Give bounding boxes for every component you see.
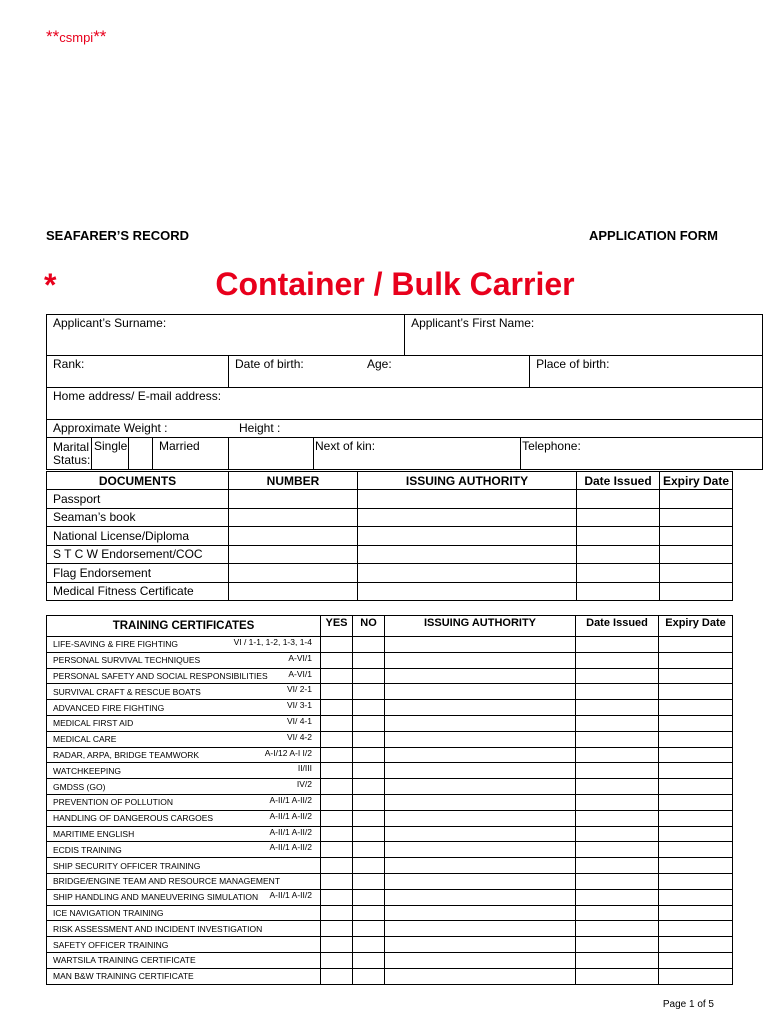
authority-cell[interactable]	[358, 545, 577, 564]
authority-cell[interactable]	[385, 968, 576, 984]
document-row	[47, 490, 733, 509]
stcw-code: A-II/1 A-II/2	[269, 826, 312, 837]
document-label: National License/Diploma	[47, 527, 229, 546]
date-issued-cell[interactable]	[576, 684, 659, 700]
stcw-code: II/III	[297, 763, 312, 774]
certificate-name: ICE NAVIGATION TRAINING	[53, 907, 164, 918]
seafarers-record-heading: SEAFARER’S RECORD	[46, 228, 190, 243]
date-issued-cell[interactable]	[577, 527, 660, 546]
expiry-cell[interactable]	[659, 747, 733, 763]
yes-cell[interactable]	[321, 952, 353, 968]
yes-cell[interactable]	[321, 937, 353, 953]
no-cell[interactable]	[353, 731, 385, 747]
certificate-row	[47, 858, 733, 874]
certificate-cell	[47, 684, 321, 700]
stcw-code: IV/2	[296, 779, 312, 790]
single-checkbox[interactable]	[129, 438, 153, 470]
expiry-cell[interactable]	[659, 794, 733, 810]
expiry-cell[interactable]	[660, 490, 733, 509]
certificate-cell	[47, 700, 321, 716]
documents-table	[46, 471, 733, 601]
certificate-row	[47, 637, 733, 653]
authority-cell[interactable]	[385, 684, 576, 700]
expiry-cell[interactable]	[660, 545, 733, 564]
certificate-name: SURVIVAL CRAFT & RESCUE BOATS	[53, 686, 201, 697]
certificate-cell	[47, 842, 321, 858]
date-issued-cell[interactable]	[577, 564, 660, 583]
document-label: Medical Fitness Certificate	[47, 582, 229, 601]
no-cell[interactable]	[353, 700, 385, 716]
single-label: Single	[92, 438, 129, 470]
expiry-cell[interactable]	[659, 968, 733, 984]
certificate-name: ECDIS TRAINING	[53, 844, 122, 855]
authority-cell[interactable]	[385, 700, 576, 716]
stcw-code: A-VI/1	[288, 668, 312, 679]
number-header: NUMBER	[229, 472, 358, 490]
certificate-cell	[47, 810, 321, 826]
certificate-row	[47, 937, 733, 953]
authority-cell[interactable]	[385, 715, 576, 731]
certificate-name: GMDSS (GO)	[53, 781, 106, 792]
yes-cell[interactable]	[321, 763, 353, 779]
yes-cell[interactable]	[321, 715, 353, 731]
certificate-name: MEDICAL FIRST AID	[53, 718, 134, 729]
authority-cell[interactable]	[358, 490, 577, 509]
date-issued-cell[interactable]	[576, 952, 659, 968]
certificate-cell	[47, 952, 321, 968]
document-row	[47, 564, 733, 583]
date-issued-cell[interactable]	[576, 700, 659, 716]
rank-field[interactable]: Rank:	[47, 356, 229, 388]
authority-cell[interactable]	[385, 731, 576, 747]
document-row	[47, 508, 733, 527]
certificate-cell	[47, 889, 321, 905]
certificate-name: PERSONAL SAFETY AND SOCIAL RESPONSIBILITIES	[53, 670, 268, 681]
stcw-code: A-II/1 A-II/2	[269, 810, 312, 821]
date-issued-cell[interactable]	[576, 937, 659, 953]
certificate-name: MEDICAL CARE	[53, 734, 117, 745]
authority-cell[interactable]	[385, 826, 576, 842]
married-checkbox[interactable]	[229, 438, 314, 470]
date-issued-cell[interactable]	[576, 905, 659, 921]
yes-cell[interactable]	[321, 921, 353, 937]
certificate-cell	[47, 937, 321, 953]
document-label: Flag Endorsement	[47, 564, 229, 583]
yes-cell[interactable]	[321, 668, 353, 684]
authority-cell[interactable]	[385, 842, 576, 858]
issuing-authority-header: ISSUING AUTHORITY	[385, 616, 576, 637]
certificate-cell	[47, 668, 321, 684]
page-number: Page 1 of 5	[662, 999, 714, 1010]
certificate-name: MAN B&W TRAINING CERTIFICATE	[53, 971, 194, 982]
date-issued-cell[interactable]	[576, 763, 659, 779]
expiry-cell[interactable]	[659, 731, 733, 747]
certificate-row	[47, 715, 733, 731]
authority-cell[interactable]	[385, 921, 576, 937]
number-cell[interactable]	[229, 564, 358, 583]
stcw-code: A-VI/1	[288, 652, 312, 663]
title-star: *	[44, 267, 57, 303]
authority-cell[interactable]	[385, 873, 576, 889]
certificate-row	[47, 921, 733, 937]
first-name-field[interactable]: Applicant’s First Name:	[405, 315, 763, 356]
date-issued-cell[interactable]	[576, 668, 659, 684]
certificate-name: BRIDGE/ENGINE TEAM AND RESOURCE MANAGEMENT	[53, 876, 281, 887]
number-cell[interactable]	[229, 582, 358, 601]
authority-cell[interactable]	[385, 652, 576, 668]
date-issued-cell[interactable]	[576, 652, 659, 668]
certificate-name: RADAR, ARPA, BRIDGE TEAMWORK	[53, 749, 200, 760]
no-cell[interactable]	[353, 810, 385, 826]
number-cell[interactable]	[229, 527, 358, 546]
certificate-row	[47, 889, 733, 905]
certificate-row	[47, 968, 733, 984]
expiry-cell[interactable]	[659, 937, 733, 953]
number-cell[interactable]	[229, 508, 358, 527]
yes-cell[interactable]	[321, 810, 353, 826]
page-title: Container / Bulk Carrier	[215, 266, 575, 302]
expiry-cell[interactable]	[660, 508, 733, 527]
certificate-row	[47, 779, 733, 795]
no-cell[interactable]	[353, 684, 385, 700]
no-cell[interactable]	[353, 968, 385, 984]
date-issued-cell[interactable]	[576, 858, 659, 874]
date-issued-cell[interactable]	[576, 921, 659, 937]
certificate-row	[47, 826, 733, 842]
date-issued-cell[interactable]	[576, 715, 659, 731]
date-issued-cell[interactable]	[577, 490, 660, 509]
authority-cell[interactable]	[385, 668, 576, 684]
expiry-cell[interactable]	[659, 921, 733, 937]
certificate-name: SAFETY OFFICER TRAINING	[53, 939, 169, 950]
certificate-name: ADVANCED FIRE FIGHTING	[53, 702, 165, 713]
certificate-cell	[47, 747, 321, 763]
expiry-cell[interactable]	[659, 889, 733, 905]
expiry-cell[interactable]	[659, 826, 733, 842]
date-issued-cell[interactable]	[576, 794, 659, 810]
expiry-cell[interactable]	[659, 842, 733, 858]
certificate-name: HANDLING OF DANGEROUS CARGOES	[53, 813, 214, 824]
authority-cell[interactable]	[385, 858, 576, 874]
certificate-row	[47, 700, 733, 716]
expiry-cell[interactable]	[659, 668, 733, 684]
authority-cell[interactable]	[358, 508, 577, 527]
date-issued-cell[interactable]	[576, 637, 659, 653]
expiry-date-header: Expiry Date	[660, 472, 733, 490]
date-issued-cell[interactable]	[576, 968, 659, 984]
stcw-code: VI/ 4-1	[286, 715, 312, 726]
certificate-name: PREVENTION OF POLLUTION	[53, 797, 173, 808]
certificate-cell	[47, 731, 321, 747]
date-issued-cell[interactable]	[576, 810, 659, 826]
certificate-name: LIFE-SAVING & FIRE FIGHTING	[53, 639, 178, 650]
date-issued-cell[interactable]	[577, 582, 660, 601]
yes-cell[interactable]	[321, 652, 353, 668]
yes-cell[interactable]	[321, 747, 353, 763]
expiry-cell[interactable]	[659, 905, 733, 921]
authority-cell[interactable]	[385, 794, 576, 810]
no-cell[interactable]	[353, 826, 385, 842]
expiry-cell[interactable]	[659, 652, 733, 668]
authority-cell[interactable]	[385, 637, 576, 653]
expiry-cell[interactable]	[659, 684, 733, 700]
stcw-code: A-I/12 A-I I/2	[264, 747, 312, 758]
telephone-field[interactable]: Telephone:	[521, 438, 763, 470]
date-issued-cell[interactable]	[577, 508, 660, 527]
certificate-name: SHIP SECURITY OFFICER TRAINING	[53, 860, 201, 871]
expiry-cell[interactable]	[659, 779, 733, 795]
place-of-birth-field[interactable]: Place of birth:	[530, 356, 763, 388]
personal-details-table	[46, 314, 763, 470]
yes-cell[interactable]	[321, 779, 353, 795]
certificate-cell	[47, 873, 321, 889]
certificate-name: WATCHKEEPING	[53, 765, 122, 776]
expiry-cell[interactable]	[659, 763, 733, 779]
authority-cell[interactable]	[358, 527, 577, 546]
date-issued-cell[interactable]	[576, 826, 659, 842]
number-cell[interactable]	[229, 545, 358, 564]
certificate-cell	[47, 826, 321, 842]
certificate-cell	[47, 763, 321, 779]
expiry-cell[interactable]	[660, 564, 733, 583]
certificate-cell	[47, 794, 321, 810]
yes-header: YES	[321, 616, 353, 637]
authority-cell[interactable]	[385, 810, 576, 826]
document-label: S T C W Endorsement/COC	[47, 545, 229, 564]
no-cell[interactable]	[353, 747, 385, 763]
no-cell[interactable]	[353, 952, 385, 968]
date-issued-cell[interactable]	[577, 545, 660, 564]
training-certificates-header: TRAINING CERTIFICATES	[47, 616, 321, 637]
date-issued-header: Date Issued	[576, 616, 659, 637]
certificate-cell	[47, 779, 321, 795]
yes-cell[interactable]	[321, 826, 353, 842]
stcw-code: A-II/1 A-II/2	[269, 889, 312, 900]
training-certificates-table	[46, 615, 733, 985]
no-cell[interactable]	[353, 921, 385, 937]
next-of-kin-field[interactable]: Next of kin:	[314, 438, 521, 470]
yes-cell[interactable]	[321, 842, 353, 858]
stcw-code: VI/ 2-1	[286, 684, 312, 695]
expiry-cell[interactable]	[659, 873, 733, 889]
certificate-row	[47, 684, 733, 700]
certificate-name: MARITIME ENGLISH	[53, 828, 135, 839]
date-issued-cell[interactable]	[576, 873, 659, 889]
certificate-name: PERSONAL SURVIVAL TECHNIQUES	[53, 655, 201, 666]
document-label: Passport	[47, 490, 229, 509]
authority-cell[interactable]	[385, 747, 576, 763]
certificate-row	[47, 731, 733, 747]
document-row	[47, 582, 733, 601]
certificate-row	[47, 794, 733, 810]
no-cell[interactable]	[353, 889, 385, 905]
authority-cell[interactable]	[358, 582, 577, 601]
certificate-row	[47, 668, 733, 684]
expiry-date-header: Expiry Date	[659, 616, 733, 637]
yes-cell[interactable]	[321, 637, 353, 653]
authority-cell[interactable]	[385, 779, 576, 795]
yes-cell[interactable]	[321, 794, 353, 810]
authority-cell[interactable]	[385, 905, 576, 921]
issuing-authority-header: ISSUING AUTHORITY	[358, 472, 577, 490]
stcw-code: A-II/1 A-II/2	[269, 842, 312, 853]
address-field[interactable]: Home address/ E-mail address:	[47, 388, 763, 420]
certificate-cell	[47, 652, 321, 668]
yes-cell[interactable]	[321, 731, 353, 747]
stcw-code: VI/ 4-2	[286, 731, 312, 742]
no-cell[interactable]	[353, 873, 385, 889]
no-cell[interactable]	[353, 652, 385, 668]
yes-cell[interactable]	[321, 858, 353, 874]
documents-header: DOCUMENTS	[47, 472, 229, 490]
stcw-code: A-II/1 A-II/2	[269, 794, 312, 805]
expiry-cell[interactable]	[659, 810, 733, 826]
certificate-row	[47, 905, 733, 921]
married-label: Married	[153, 438, 229, 470]
certificate-row	[47, 873, 733, 889]
surname-field[interactable]: Applicant’s Surname:	[47, 315, 405, 356]
yes-cell[interactable]	[321, 968, 353, 984]
certificate-cell	[47, 858, 321, 874]
dob-age-field[interactable]: Date of birth: Age:	[229, 356, 530, 388]
no-cell[interactable]	[353, 668, 385, 684]
authority-cell[interactable]	[358, 564, 577, 583]
document-mark: **csmpi**	[46, 27, 107, 46]
expiry-cell[interactable]	[659, 952, 733, 968]
certificate-cell	[47, 905, 321, 921]
yes-cell[interactable]	[321, 684, 353, 700]
stcw-code: VI / 1-1, 1-2, 1-3, 1-4	[233, 637, 312, 647]
certificate-row	[47, 652, 733, 668]
no-cell[interactable]	[353, 715, 385, 731]
certificate-row	[47, 952, 733, 968]
no-cell[interactable]	[353, 779, 385, 795]
authority-cell[interactable]	[385, 937, 576, 953]
no-cell[interactable]	[353, 794, 385, 810]
certificate-name: RISK ASSESSMENT AND INCIDENT INVESTIGATION	[53, 923, 263, 934]
no-cell[interactable]	[353, 763, 385, 779]
no-cell[interactable]	[353, 637, 385, 653]
expiry-cell[interactable]	[659, 700, 733, 716]
number-cell[interactable]	[229, 490, 358, 509]
certificate-cell	[47, 715, 321, 731]
stcw-code: VI/ 3-1	[286, 700, 312, 711]
certificate-cell	[47, 921, 321, 937]
date-issued-cell[interactable]	[576, 747, 659, 763]
no-cell[interactable]	[353, 905, 385, 921]
expiry-cell[interactable]	[659, 858, 733, 874]
date-issued-cell[interactable]	[576, 731, 659, 747]
expiry-cell[interactable]	[660, 527, 733, 546]
certificate-name: SHIP HANDLING AND MANEUVERING SIMULATION	[53, 892, 259, 903]
date-issued-cell[interactable]	[576, 779, 659, 795]
document-row	[47, 527, 733, 546]
certificate-row	[47, 747, 733, 763]
authority-cell[interactable]	[385, 952, 576, 968]
date-issued-cell[interactable]	[576, 842, 659, 858]
expiry-cell[interactable]	[659, 637, 733, 653]
certificate-row	[47, 763, 733, 779]
document-row	[47, 545, 733, 564]
yes-cell[interactable]	[321, 905, 353, 921]
certificate-row	[47, 842, 733, 858]
yes-cell[interactable]	[321, 700, 353, 716]
certificate-cell	[47, 968, 321, 984]
yes-cell[interactable]	[321, 873, 353, 889]
expiry-cell[interactable]	[660, 582, 733, 601]
no-header: NO	[353, 616, 385, 637]
authority-cell[interactable]	[385, 889, 576, 905]
document-label: Seaman’s book	[47, 508, 229, 527]
weight-height-field[interactable]: Approximate Weight : Height :	[47, 420, 763, 438]
expiry-cell[interactable]	[659, 715, 733, 731]
certificate-row	[47, 810, 733, 826]
certificate-cell	[47, 637, 321, 653]
certificate-name: WARTSILA TRAINING CERTIFICATE	[53, 955, 196, 966]
no-cell[interactable]	[353, 858, 385, 874]
no-cell[interactable]	[353, 842, 385, 858]
date-issued-cell[interactable]	[576, 889, 659, 905]
application-form-heading: APPLICATION FORM	[588, 228, 718, 243]
marital-status-label: Marital Status:	[47, 438, 92, 470]
no-cell[interactable]	[353, 937, 385, 953]
yes-cell[interactable]	[321, 889, 353, 905]
authority-cell[interactable]	[385, 763, 576, 779]
date-issued-header: Date Issued	[577, 472, 660, 490]
